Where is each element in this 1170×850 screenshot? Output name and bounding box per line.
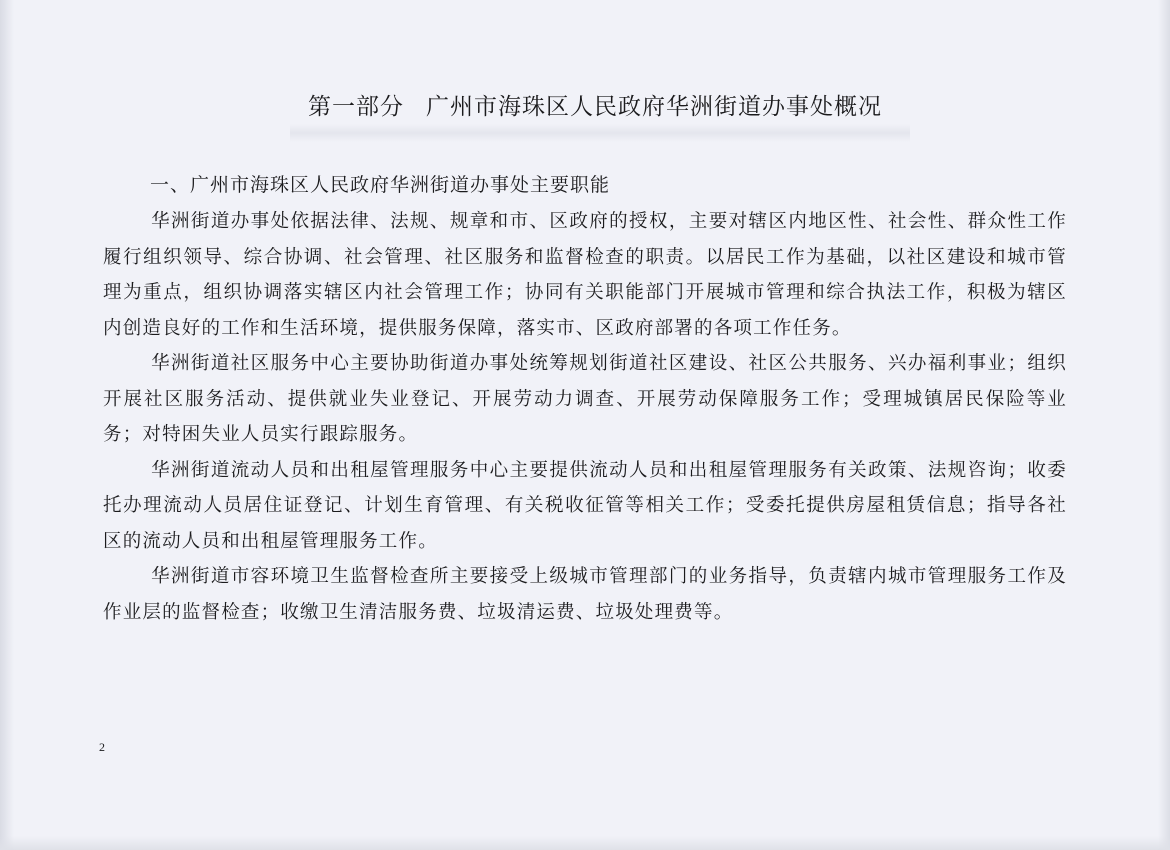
scan-edge-right — [1158, 0, 1170, 850]
paragraph-community-service-center: 华洲街道社区服务中心主要协助街道办事处统筹规划街道社区建设、社区公共服务、兴办福利事业；组织开展社区服务活动、提供就业失业登记、开展劳动力调查、开展劳动保障服务工作；受理城镇居民保险等业务；对特困失业人员实行跟踪服务。 — [103, 353, 1067, 445]
paragraph-floating-population-center: 华洲街道流动人员和出租屋管理服务中心主要提供流动人员和出租屋管理服务有关政策、法规咨询；收委托办理流动人员居住证登记、计划生育管理、有关税收征管等相关工作；受委托提供房屋租赁信息；指导各社区的流动人员和出租屋管理服务工作。 — [103, 459, 1067, 552]
scan-edge-bottom — [0, 836, 1170, 850]
paragraph-sanitation-inspection: 华洲街道市容环境卫生监督检查所主要接受上级城市管理部门的业务指导，负责辖内城市管理服务工作及作业层的监督检查；收缴卫生清洁服务费、垃圾清运费、垃圾处理费等。 — [103, 566, 1067, 623]
scan-edge-left — [0, 0, 14, 850]
page-number: 2 — [99, 740, 105, 754]
title-part-label: 第一部分 — [308, 94, 404, 120]
paragraph-subdistrict-office: 华洲街道办事处依据法律、法规、规章和市、区政府的授权，主要对辖区内地区性、社会性、群众性工作履行组织领导、综合协调、社会管理、社区服务和监督检查的职责。以居民工作为基础，以社区建设和城市管理为重点，组织协调落实辖区内社会管理工作；协同有关职能部门开展城市管理和综合执法工作，积极为辖区内创造良好的工作和生活环境，提供服务保障，落实市、区政府部署的各项工作任务。 — [103, 211, 1067, 339]
body-text — [103, 204, 1067, 630]
bleed-through-shadow — [290, 124, 910, 142]
title-main-text: 广州市海珠区人民政府华洲街道办事处概况 — [426, 94, 882, 120]
section-heading: 一、广州市海珠区人民政府华洲街道办事处主要职能 — [150, 174, 611, 196]
page-title — [0, 88, 1170, 121]
